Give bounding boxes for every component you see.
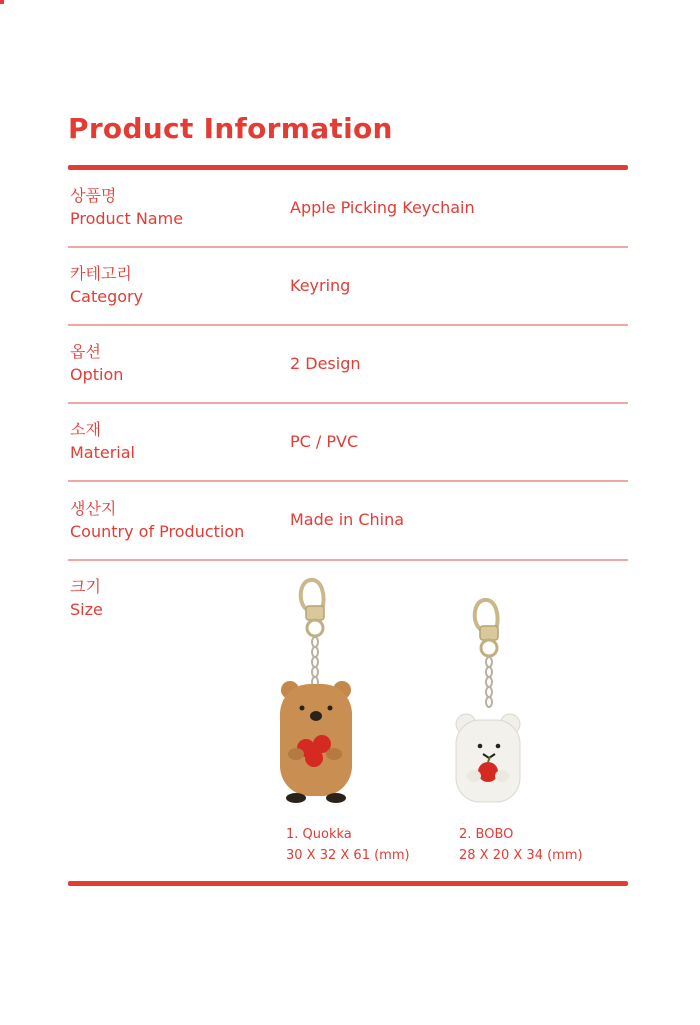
label-korean: 크기	[70, 577, 101, 596]
label-english: Size	[70, 600, 103, 619]
row-label-product-name	[70, 184, 183, 230]
size-item-name: 1. Quokka	[286, 827, 352, 842]
label-korean: 생산지	[70, 499, 117, 518]
top-divider	[68, 165, 628, 170]
size-item-name: 2. BOBO	[459, 827, 514, 842]
size-item-dims: 30 X 32 X 61 (mm)	[286, 848, 410, 863]
row-label-material	[70, 418, 135, 464]
size-caption-bobo	[459, 824, 583, 866]
value-country: Made in China	[290, 510, 405, 529]
label-english: Option	[70, 365, 124, 384]
bottom-divider	[68, 881, 628, 886]
label-english: Material	[70, 443, 135, 462]
row-label-option	[70, 340, 123, 386]
corner-mark	[0, 0, 4, 4]
label-korean: 상품명	[70, 186, 117, 205]
label-english: Category	[70, 287, 144, 306]
label-korean: 소재	[70, 420, 101, 439]
row-divider	[68, 246, 628, 248]
quokka-keychain-image	[262, 576, 372, 812]
value-product-name: Apple Picking Keychain	[290, 198, 475, 217]
value-option: 2 Design	[290, 354, 361, 373]
size-caption-quokka	[286, 824, 410, 866]
size-item-dims: 28 X 20 X 34 (mm)	[459, 848, 583, 863]
label-english: Country of Production	[70, 522, 245, 541]
row-divider	[68, 480, 628, 482]
label-korean: 카테고리	[70, 264, 132, 283]
row-divider	[68, 402, 628, 404]
value-material: PC / PVC	[290, 432, 359, 451]
label-korean: 옵션	[70, 342, 101, 361]
row-divider	[68, 324, 628, 326]
value-category: Keyring	[290, 276, 351, 295]
row-label-category	[70, 262, 143, 308]
bobo-keychain-image	[438, 596, 538, 808]
row-label-size	[70, 575, 103, 621]
page-title: Product Information	[68, 112, 393, 145]
label-english: Product Name	[70, 209, 184, 228]
row-label-country	[70, 497, 244, 543]
row-divider	[68, 559, 628, 561]
